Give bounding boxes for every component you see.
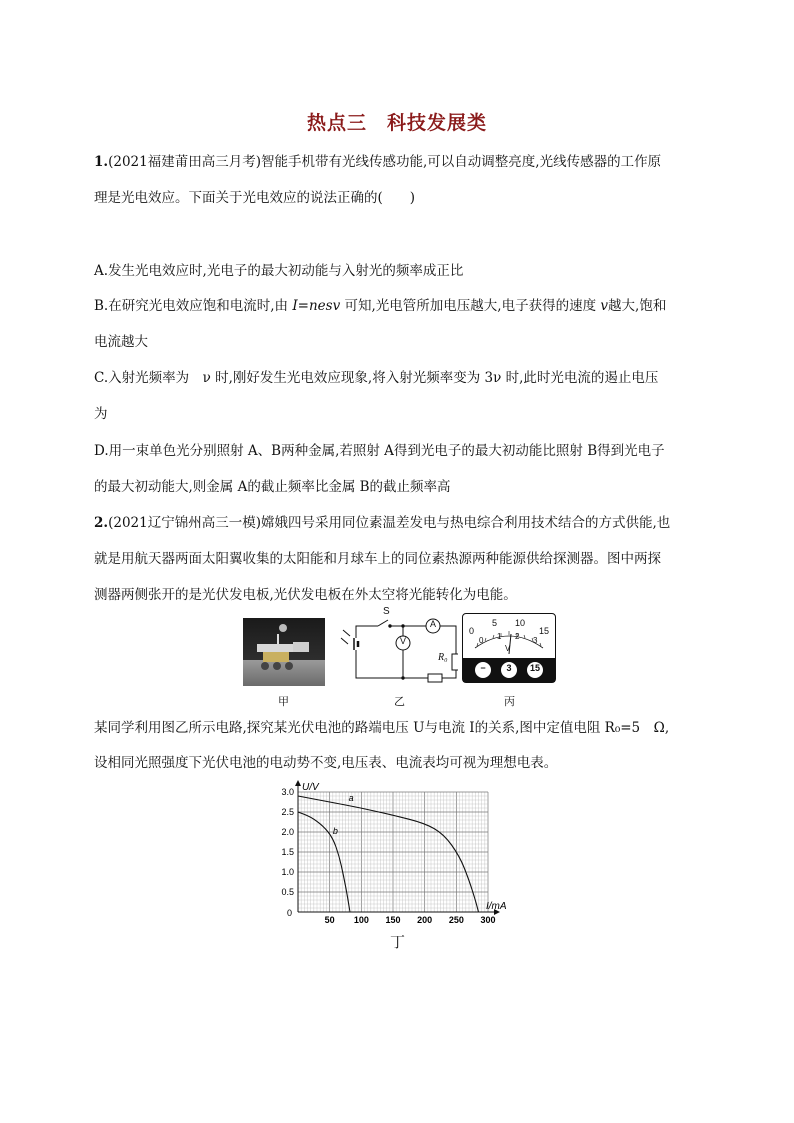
origin-label: 0 [286, 908, 292, 918]
q1-option-c-line2: 为 [94, 406, 108, 422]
meter-bottom-2: 2 [515, 632, 520, 641]
meter-bottom-3: 3 [533, 636, 538, 645]
meter-top-0: 0 [469, 626, 475, 636]
y-axis-arrow [295, 780, 301, 786]
figure-label-yi: 乙 [394, 695, 405, 708]
rover-photo [243, 618, 325, 686]
resistor-label: R₀ [438, 652, 448, 663]
y-tick-label: 2.5 [281, 807, 294, 817]
figure-label-ding: 丁 [390, 933, 406, 951]
q2-stem-line2: 就是用航天器两面太阳翼收集的太阳能和月球车上的同位素热源两种能源供给探测器。图中两探 [94, 551, 661, 567]
meter-bottom-0: 0 [479, 636, 484, 645]
meter-top-15: 15 [539, 626, 550, 636]
q1-option-b-text: B.在研究光电效应饱和电流时,由 [94, 298, 289, 314]
ui-chart [268, 780, 508, 930]
y-axis-label: U/V [302, 782, 319, 793]
y-tick-label: 3.0 [281, 787, 294, 797]
meter-top-5: 5 [492, 618, 498, 628]
figure-label-jia: 甲 [278, 695, 289, 708]
x-tick-label: 100 [353, 915, 369, 925]
x-tick-label: 150 [385, 915, 401, 925]
page-title: 热点三 科技发展类 [306, 112, 487, 134]
x-axis-label: I/mA [486, 901, 507, 912]
q1-number: 1. [94, 154, 109, 170]
switch-label: S [383, 606, 390, 617]
q2-after-line2: 设相同光照强度下光伏电池的电动势不变,电压表、电流表均可视为理想电表。 [94, 755, 558, 771]
q1-option-b-formula: I=nesv [292, 298, 341, 314]
q1-option-a: A.发生光电效应时,光电子的最大初动能与入射光的频率成正比 [94, 263, 464, 279]
ammeter-label: A [430, 619, 437, 629]
q1-stem-line2: 理是光电效应。下面关于光电效应的说法正确的( ) [94, 190, 416, 206]
q1-option-b-text3: 越大,饱和 [608, 298, 667, 314]
series-b-label: b [332, 826, 338, 836]
q1-option-c-line1: C.入射光频率为 ν 时,刚好发生光电效应现象,将入射光频率变为 3ν 时,此时光电流的遏止电压 [94, 370, 659, 386]
q1-option-b-line1 [94, 296, 704, 316]
q1-option-b-text2: 可知,光电管所加电压越大,电子获得的速度 [344, 298, 597, 314]
y-tick-label: 1.5 [281, 847, 294, 857]
voltmeter-face [462, 613, 556, 683]
figure-label-bing: 丙 [504, 695, 515, 708]
meter-top-10: 10 [515, 618, 526, 628]
q1-stem-text1: (2021福建莆田高三月考)智能手机带有光线传感功能,可以自动调整亮度,光线传感器的工作原 [108, 154, 662, 170]
q1-option-d-line1: D.用一束单色光分别照射 A、B两种金属,若照射 A得到光电子的最大初动能比照射 B得到光电子 [94, 443, 665, 459]
x-tick-label: 250 [448, 915, 464, 925]
q1-option-d-line2: 的最大初动能大,则金属 A的截止频率比金属 B的截止频率高 [94, 479, 451, 495]
q1-stem-line1 [94, 152, 704, 172]
meter-bottom-1: 1 [497, 632, 502, 641]
series-a-label: a [348, 792, 354, 803]
series-a-line [298, 796, 479, 912]
q2-after-line1: 某同学利用图乙所示电路,探究某光伏电池的路端电压 U与电流 I的关系,图中定值电阻 R₀=5 Ω, [94, 720, 670, 736]
q2-stem-line1 [94, 513, 704, 533]
y-tick-label: 1.0 [281, 867, 294, 877]
q2-stem-text1: (2021辽宁锦州高三一模)嫦娥四号采用同位素温差发电与热电综合利用技术结合的方式供能,也 [108, 515, 671, 531]
terminal-15: 15 [529, 663, 540, 673]
circuit-diagram [338, 606, 458, 688]
terminal-negative: − [480, 663, 486, 673]
voltmeter-label: V [400, 636, 407, 646]
x-tick-label: 300 [480, 915, 496, 925]
q1-option-b-var: v [600, 298, 609, 314]
x-tick-label: 50 [324, 915, 335, 925]
y-tick-label: 2.0 [281, 827, 294, 837]
meter-unit: V [505, 644, 511, 653]
q2-stem-line3: 测器两侧张开的是光伏发电板,光伏发电板在外太空将光能转化为电能。 [94, 587, 517, 603]
ui-chart-svg [268, 780, 508, 930]
q2-number: 2. [94, 515, 109, 531]
x-tick-label: 200 [417, 915, 433, 925]
terminal-3: 3 [506, 663, 512, 673]
q1-option-b-line2: 电流越大 [94, 334, 148, 350]
y-tick-label: 0.5 [281, 887, 294, 897]
